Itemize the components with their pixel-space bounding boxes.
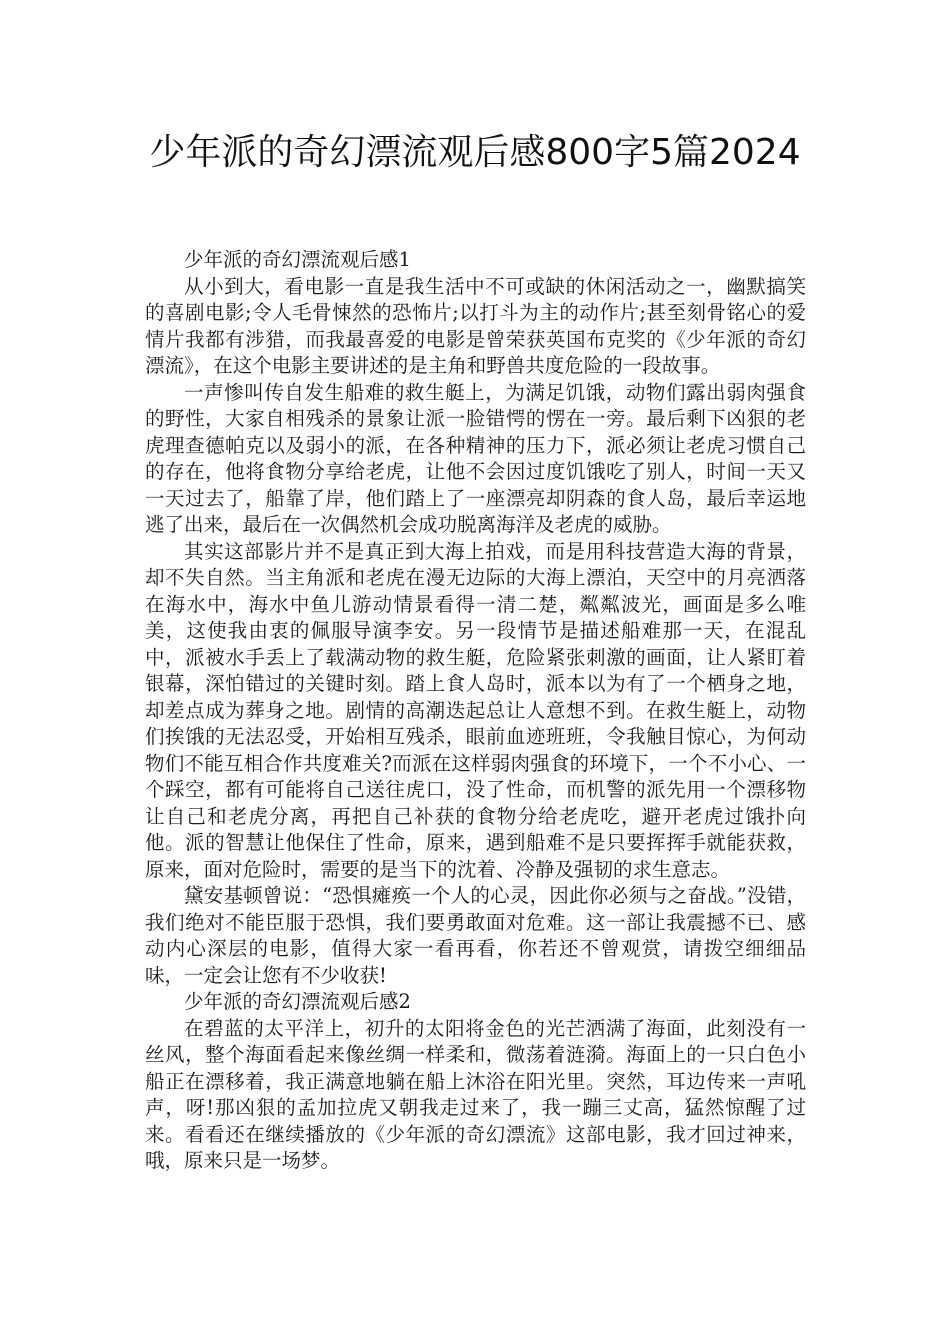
paragraph: 一声惨叫传自发生船难的救生艇上，为满足饥饿，动物们露出弱肉强食的野性，大家自相残杀的景象让派一脸错愕的愣在一旁。最后剩下凶狠的老虎理查德帕克以及弱小的派，在各种精神的压力下，派必须让老虎习惯自己的存在，他将食物分享给老虎，让他不会因过度饥饿吃了别人，时间一天又一天过去了，船靠了岸，他们踏上了一座漂亮却阴森的食人岛，最后幸运地逃了出来，最后在一次偶然机会成功脱离海洋及老虎的威胁。 (145, 380, 806, 536)
paragraph: 黛安基顿曾说：“恐惧瘫痪一个人的心灵，因此你必须与之奋战。”没错，我们绝对不能臣服于恐惧，我们要勇敢面对危难。这一部让我震撼不已、感动内心深层的电影，值得大家一看再看，你若还不曾观赏，请拨空细细品味，一定会让您有不少收获! (145, 884, 806, 987)
paragraph: 在碧蓝的太平洋上，初升的太阳将金色的光芒洒满了海面，此刻没有一丝风，整个海面看起来像丝绸一样柔和，微荡着涟漪。海面上的一只白色小船正在漂移着，我正满意地躺在船上沐浴在阳光里。突然，耳边传来一声吼声，呀!那凶狠的孟加拉虎又朝我走过来了，我一蹦三丈高，猛然惊醒了过来。看看还在继续播放的《少年派的奇幻漂流》这部电影，我才回过神来，哦，原来只是一场梦。 (145, 1016, 806, 1172)
paragraph: 从小到大，看电影一直是我生活中不可或缺的休闲活动之一，幽默搞笑的喜剧电影;令人毛骨悚然的恐怖片;以打斗为主的动作片;甚至刻骨铭心的爱情片我都有涉猎，而我最喜爱的电影是曾荣获英国布克奖的《少年派的奇幻漂流》，在这个电影主要讲述的是主角和野兽共度危险的一段故事。 (145, 274, 806, 377)
section-heading: 少年派的奇幻漂流观后感2 (184, 990, 411, 1013)
document-body (145, 247, 806, 1175)
document-title: 少年派的奇幻漂流观后感800字5篇2024 (149, 132, 801, 173)
paragraph: 其实这部影片并不是真正到大海上拍戏，而是用科技营造大海的背景，却不失自然。当主角派和老虎在漫无边际的大海上漂泊，天空中的月亮洒落在海水中，海水中鱼儿游动情景看得一清二楚，粼粼波光，画面是多么唯美，这使我由衷的佩服导演李安。另一段情节是描述船难那一天，在混乱中，派被水手丢上了载满动物的救生艇，危险紧张刺激的画面，让人紧盯着银幕，深怕错过的关键时刻。踏上食人岛时，派本以为有了一个栖身之地，却差点成为葬身之地。剧情的高潮迭起总让人意想不到。在救生艇上，动物们挨饿的无法忍受，开始相互残杀，眼前血迹班班，令我触目惊心，为何动物们不能互相合作共度难关?而派在这样弱肉强食的环境下，一个不小心、一个踩空，都有可能将自己送往虎口，没了性命，而机警的派先用一个漂移物让自己和老虎分离，再把自己补获的食物分给老虎吃，避开老虎过饿扑向他。派的智慧让他保住了性命，原来，遇到船难不是只要挥挥手就能获救，原来，面对危险时，需要的是当下的沈着、冷静及强韧的求生意志。 (145, 539, 806, 881)
section-heading: 少年派的奇幻漂流观后感1 (184, 248, 411, 271)
